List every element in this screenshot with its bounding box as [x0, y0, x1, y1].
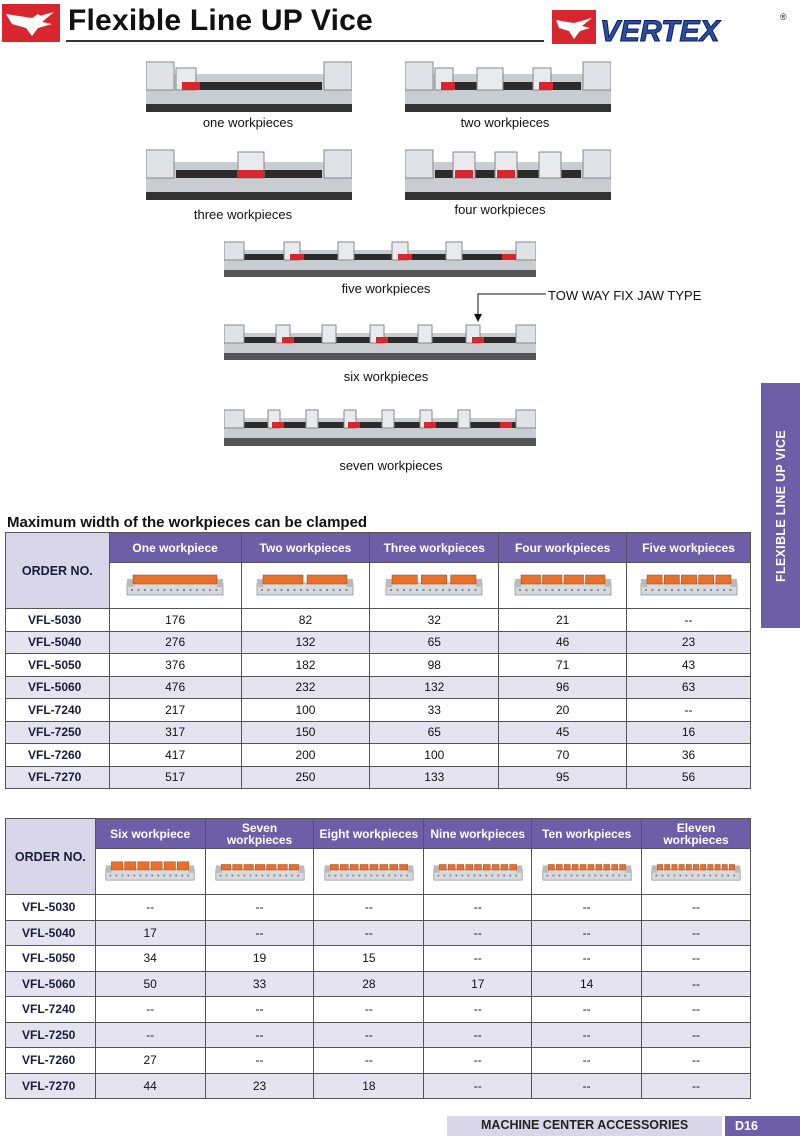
caption-six-workpieces: six workpieces — [343, 369, 429, 384]
value-cell: 23 — [627, 631, 751, 654]
clamp-width-table-1 — [5, 532, 751, 789]
table-2-body — [6, 895, 751, 1099]
diagram-four-workpieces — [513, 569, 613, 599]
table-row — [6, 609, 751, 632]
workpiece-block — [243, 864, 252, 870]
order-no-cell: VFL-5040 — [6, 920, 96, 946]
diagram-workpieces — [214, 855, 306, 885]
value-cell: 65 — [370, 721, 499, 744]
col-header-five-workpieces: Five workpieces — [627, 533, 751, 563]
workpiece-block — [380, 864, 388, 870]
order-no-cell: VFL-5030 — [6, 895, 96, 921]
value-cell: -- — [314, 1022, 424, 1048]
value-cell: -- — [532, 946, 642, 972]
value-cell: -- — [424, 1073, 532, 1099]
value-cell: -- — [642, 997, 751, 1023]
workpiece-block — [474, 864, 481, 870]
value-cell: 65 — [370, 631, 499, 654]
value-cell: 417 — [109, 744, 241, 767]
table-1-body — [6, 609, 751, 789]
value-cell: -- — [424, 1048, 532, 1074]
value-cell: -- — [642, 1048, 751, 1074]
value-cell: -- — [205, 895, 314, 921]
vice-photo-seven-workpieces — [224, 408, 536, 450]
value-cell: -- — [205, 1048, 314, 1074]
value-cell: -- — [95, 1022, 205, 1048]
footer-label: MACHINE CENTER ACCESSORIES — [481, 1118, 689, 1132]
registered-mark: ® — [780, 12, 787, 22]
value-cell: -- — [424, 997, 532, 1023]
vice-photo-three-workpieces — [146, 148, 352, 204]
side-tab-label: FLEXIBLE LINE UP VICE — [773, 429, 788, 582]
diagram-workpieces — [541, 855, 633, 885]
workpiece-block — [580, 864, 586, 870]
workpiece-block — [255, 864, 264, 870]
value-cell: 43 — [627, 654, 751, 677]
value-cell: 36 — [627, 744, 751, 767]
order-no-cell: VFL-5050 — [6, 654, 110, 677]
table-row — [6, 744, 751, 767]
workpiece-block — [542, 575, 562, 584]
value-cell: 18 — [314, 1073, 424, 1099]
value-cell: -- — [424, 946, 532, 972]
workpiece-block — [715, 864, 720, 870]
table-row — [6, 721, 751, 744]
diagram-cell — [314, 849, 424, 895]
value-cell: 176 — [109, 609, 241, 632]
value-cell: 132 — [241, 631, 370, 654]
workpiece-block — [686, 864, 691, 870]
workpiece-block — [390, 864, 398, 870]
value-cell: -- — [532, 997, 642, 1023]
value-cell: 71 — [499, 654, 627, 677]
value-cell: -- — [532, 1022, 642, 1048]
brand-name: VERTEX — [600, 15, 720, 48]
order-no-cell: VFL-7240 — [6, 699, 110, 722]
value-cell: 96 — [499, 676, 627, 699]
workpiece-block — [564, 864, 570, 870]
value-cell: 133 — [370, 766, 499, 789]
col-header-one-workpiece: One workpiece — [109, 533, 241, 563]
workpiece-block — [556, 864, 562, 870]
caption-two-workpieces: two workpieces — [460, 115, 550, 130]
value-cell: 17 — [424, 971, 532, 997]
col-header-line: workpieces — [226, 832, 293, 847]
col-header-line: Six workpiece — [110, 826, 191, 841]
workpiece-block — [501, 864, 508, 870]
diagram-cell — [109, 563, 241, 609]
value-cell: 317 — [109, 721, 241, 744]
order-no-cell: VFL-5060 — [6, 676, 110, 699]
value-cell: 232 — [241, 676, 370, 699]
col-header-four-workpieces: Four workpieces — [499, 533, 627, 563]
value-cell: 21 — [499, 609, 627, 632]
caption-seven-workpieces: seven workpieces — [339, 458, 443, 473]
page-title: Flexible Line UP Vice — [68, 4, 373, 37]
workpiece-block — [360, 864, 368, 870]
workpiece-block — [698, 575, 713, 584]
workpiece-block — [422, 575, 447, 584]
value-cell: -- — [314, 895, 424, 921]
workpiece-block — [439, 864, 446, 870]
value-cell: 56 — [627, 766, 751, 789]
workpiece-block — [125, 862, 136, 870]
workpiece-block — [509, 864, 516, 870]
value-cell: -- — [627, 699, 751, 722]
workpiece-block — [681, 575, 696, 584]
col-header-line: Ten workpieces — [542, 826, 632, 841]
value-cell: -- — [205, 997, 314, 1023]
diagram-cell — [370, 563, 499, 609]
workpiece-block — [451, 575, 476, 584]
caption-four-workpieces: four workpieces — [454, 202, 546, 217]
col-header-line: Nine workpieces — [430, 826, 526, 841]
order-no-header: ORDER NO. — [6, 533, 110, 609]
workpiece-block — [672, 864, 677, 870]
value-cell: 70 — [499, 744, 627, 767]
value-cell: -- — [95, 895, 205, 921]
value-cell: 27 — [95, 1048, 205, 1074]
diagram-workpieces — [432, 855, 524, 885]
footer — [447, 1116, 800, 1136]
diagram-three-workpieces — [384, 569, 484, 599]
vice-photo-six-workpieces — [224, 323, 536, 363]
value-cell: 182 — [241, 654, 370, 677]
value-cell: 20 — [499, 699, 627, 722]
value-cell: -- — [424, 1022, 532, 1048]
workpiece-block — [307, 575, 347, 584]
workpiece-block — [595, 864, 601, 870]
order-no-cell: VFL-5040 — [6, 631, 110, 654]
value-cell: 34 — [95, 946, 205, 972]
diagram-cell — [499, 563, 627, 609]
caption-three-workpieces: three workpieces — [193, 207, 293, 222]
diagram-one-workpiece — [125, 569, 225, 599]
table-row — [6, 631, 751, 654]
diagram-cell — [241, 563, 370, 609]
workpiece-block — [657, 864, 662, 870]
clamp-width-table-2 — [5, 818, 751, 1099]
workpiece-block — [448, 864, 455, 870]
table-row — [6, 997, 751, 1023]
order-no-cell: VFL-5060 — [6, 971, 96, 997]
workpiece-block — [679, 864, 684, 870]
col-header-line: Eight workpieces — [319, 826, 419, 841]
diagram-cell — [205, 849, 314, 895]
workpiece-block — [693, 864, 698, 870]
table-row — [6, 1073, 751, 1099]
value-cell: -- — [532, 895, 642, 921]
workpiece-block — [221, 864, 230, 870]
value-cell: 132 — [370, 676, 499, 699]
diagram-cell — [424, 849, 532, 895]
diagram-workpieces — [650, 855, 742, 885]
diagram-workpieces — [323, 855, 415, 885]
value-cell: 95 — [499, 766, 627, 789]
workpiece-block — [619, 864, 625, 870]
workpiece-block — [611, 864, 617, 870]
workpiece-block — [483, 864, 490, 870]
table-row — [6, 1022, 751, 1048]
workpiece-block — [370, 864, 378, 870]
vice-photo-two-workpieces — [405, 60, 611, 116]
diagram-workpieces — [104, 855, 196, 885]
value-cell: 100 — [241, 699, 370, 722]
workpiece-block — [492, 864, 499, 870]
value-cell: -- — [532, 920, 642, 946]
value-cell: -- — [424, 920, 532, 946]
value-cell: 250 — [241, 766, 370, 789]
col-header — [314, 819, 424, 849]
eagle-logo-icon — [2, 4, 60, 42]
workpiece-block — [457, 864, 464, 870]
workpiece-block — [266, 864, 275, 870]
value-cell: -- — [642, 895, 751, 921]
order-no-cell: VFL-7250 — [6, 1022, 96, 1048]
order-no-cell: VFL-7270 — [6, 1073, 96, 1099]
value-cell: -- — [532, 1048, 642, 1074]
workpiece-block — [572, 864, 578, 870]
col-header-line: workpieces — [663, 832, 729, 847]
workpiece-block — [232, 864, 241, 870]
value-cell: 16 — [627, 721, 751, 744]
page-number: D16 — [725, 1116, 800, 1136]
diagram-two-workpieces — [255, 569, 355, 599]
col-header — [532, 819, 642, 849]
section-title: Maximum width of the workpieces can be clamped — [7, 514, 368, 531]
workpiece-block — [330, 864, 338, 870]
value-cell: 200 — [241, 744, 370, 767]
table-row — [6, 971, 751, 997]
workpiece-block — [588, 864, 594, 870]
table-row — [6, 654, 751, 677]
workpiece-block — [564, 575, 584, 584]
value-cell: 17 — [95, 920, 205, 946]
value-cell: 45 — [499, 721, 627, 744]
order-no-cell: VFL-7260 — [6, 1048, 96, 1074]
diagram-cell — [642, 849, 751, 895]
value-cell: 476 — [109, 676, 241, 699]
workpiece-block — [465, 864, 472, 870]
order-no-cell: VFL-7250 — [6, 721, 110, 744]
vertex-brand-logo — [552, 8, 792, 48]
workpiece-block — [548, 864, 554, 870]
value-cell: 46 — [499, 631, 627, 654]
value-cell: 150 — [241, 721, 370, 744]
workpiece-block — [133, 575, 217, 584]
value-cell: 376 — [109, 654, 241, 677]
title-underline — [66, 40, 544, 42]
vice-photo-five-workpieces — [224, 240, 536, 280]
table-row — [6, 895, 751, 921]
value-cell: -- — [642, 920, 751, 946]
value-cell: -- — [314, 920, 424, 946]
col-header — [424, 819, 532, 849]
value-cell: 63 — [627, 676, 751, 699]
table-row — [6, 1048, 751, 1074]
value-cell: 517 — [109, 766, 241, 789]
table-row — [6, 920, 751, 946]
value-cell: 100 — [370, 744, 499, 767]
workpiece-block — [164, 862, 175, 870]
col-header-three-workpieces: Three workpieces — [370, 533, 499, 563]
workpiece-block — [177, 862, 188, 870]
table-row — [6, 946, 751, 972]
value-cell: -- — [642, 1022, 751, 1048]
workpiece-block — [392, 575, 417, 584]
workpiece-block — [585, 575, 605, 584]
value-cell: -- — [642, 946, 751, 972]
value-cell: -- — [314, 1048, 424, 1074]
value-cell: 15 — [314, 946, 424, 972]
value-cell: -- — [642, 971, 751, 997]
value-cell: 50 — [95, 971, 205, 997]
col-header — [95, 819, 205, 849]
order-no-cell: VFL-5030 — [6, 609, 110, 632]
col-header-line: Eleven — [676, 820, 716, 835]
value-cell: 28 — [314, 971, 424, 997]
value-cell: 19 — [205, 946, 314, 972]
side-tab-flexible-line-up-vice — [761, 383, 800, 628]
col-header — [642, 819, 751, 849]
workpiece-block — [708, 864, 713, 870]
diagram-five-workpieces — [639, 569, 739, 599]
callout-tow-way-fix-jaw-type: TOW WAY FIX JAW TYPE — [548, 288, 702, 303]
value-cell: -- — [205, 920, 314, 946]
value-cell: 44 — [95, 1073, 205, 1099]
workpiece-block — [722, 864, 727, 870]
workpiece-block — [647, 575, 662, 584]
value-cell: 217 — [109, 699, 241, 722]
col-header-two-workpieces: Two workpieces — [241, 533, 370, 563]
workpiece-block — [111, 862, 122, 870]
caption-five-workpieces: five workpieces — [341, 281, 431, 296]
workpiece-block — [340, 864, 348, 870]
workpiece-block — [521, 575, 541, 584]
value-cell: -- — [205, 1022, 314, 1048]
vice-photo-one-workpiece — [146, 60, 352, 116]
value-cell: -- — [642, 1073, 751, 1099]
workpiece-block — [399, 864, 407, 870]
value-cell: 33 — [370, 699, 499, 722]
value-cell: -- — [314, 997, 424, 1023]
order-no-cell: VFL-7270 — [6, 766, 110, 789]
col-header-line: Seven — [241, 820, 278, 835]
workpiece-block — [729, 864, 734, 870]
order-no-header: ORDER NO. — [6, 819, 96, 895]
workpiece-block — [715, 575, 730, 584]
workpiece-block — [277, 864, 286, 870]
value-cell: -- — [424, 895, 532, 921]
workpiece-block — [151, 862, 162, 870]
order-no-cell: VFL-7240 — [6, 997, 96, 1023]
vice-photo-four-workpieces — [405, 148, 611, 204]
order-no-cell: VFL-5050 — [6, 946, 96, 972]
workpiece-block — [664, 575, 679, 584]
workpiece-block — [138, 862, 149, 870]
order-no-cell: VFL-7260 — [6, 744, 110, 767]
value-cell: 23 — [205, 1073, 314, 1099]
value-cell: 33 — [205, 971, 314, 997]
workpiece-block — [289, 864, 298, 870]
caption-one-workpieces: one workpieces — [202, 115, 294, 130]
workpiece-block — [603, 864, 609, 870]
value-cell: 276 — [109, 631, 241, 654]
value-cell: 14 — [532, 971, 642, 997]
diagram-cell — [532, 849, 642, 895]
table-row — [6, 699, 751, 722]
value-cell: -- — [532, 1073, 642, 1099]
value-cell: 82 — [241, 609, 370, 632]
callout-arrow-icon — [470, 288, 548, 324]
workpiece-block — [263, 575, 303, 584]
table-row — [6, 766, 751, 789]
value-cell: -- — [95, 997, 205, 1023]
table-row — [6, 676, 751, 699]
col-header — [205, 819, 314, 849]
workpiece-block — [350, 864, 358, 870]
diagram-cell — [627, 563, 751, 609]
value-cell: 98 — [370, 654, 499, 677]
value-cell: 32 — [370, 609, 499, 632]
value-cell: -- — [627, 609, 751, 632]
diagram-cell — [95, 849, 205, 895]
workpiece-block — [665, 864, 670, 870]
workpiece-block — [701, 864, 706, 870]
